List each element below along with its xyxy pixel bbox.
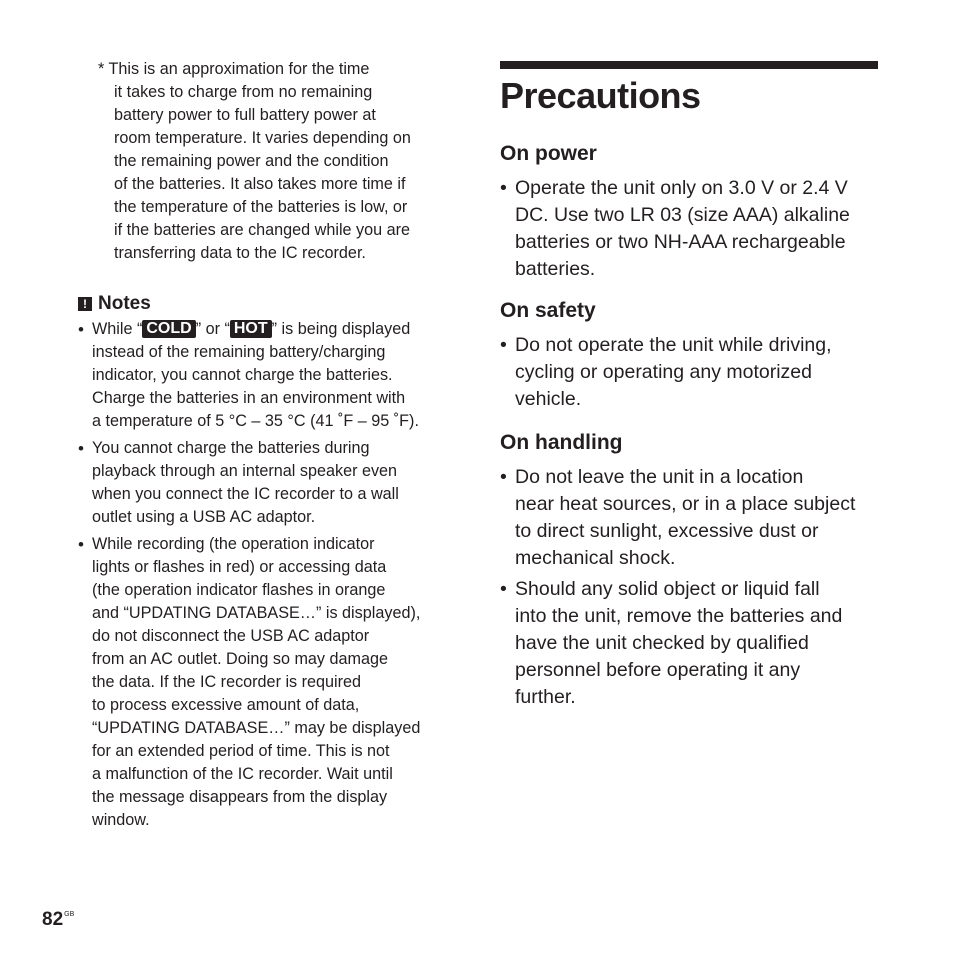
item-line: vehicle.: [515, 388, 582, 410]
note-line: [92, 318, 456, 341]
safety-list: [500, 332, 878, 413]
note-line: Charge the batteries in an environment with: [92, 389, 406, 407]
note-line: the message disappears from the display: [92, 788, 388, 806]
note-text: While “: [92, 320, 143, 338]
page-number-value: 82: [42, 909, 64, 930]
note-text: ” or “: [195, 320, 230, 338]
note-line: (the operation indicator flashes in orange: [92, 581, 386, 599]
footnote-line: the remaining power and the condition: [114, 152, 389, 170]
power-list: [500, 175, 878, 283]
note-line: playback through an internal speaker even: [92, 462, 398, 480]
note-line: and “UPDATING DATABASE…” is displayed),: [92, 604, 421, 622]
note-line: for an extended period of time. This is not: [92, 742, 390, 760]
section-heading-handling: On handling: [500, 431, 623, 454]
footnote-line: * This is an approximation for the time: [98, 60, 370, 78]
item-line: personnel before operating it any: [515, 659, 801, 681]
footnote-line: it takes to charge from no remaining: [114, 83, 373, 101]
item-line: mechanical shock.: [515, 547, 676, 569]
note-line: from an AC outlet. Doing so may damage: [92, 650, 389, 668]
item-line: • Do not leave the unit in a location: [515, 466, 804, 488]
item-line: • Should any solid object or liquid fall: [515, 578, 820, 600]
item-line: near heat sources, or in a place subject: [515, 493, 856, 515]
charge-time-footnote: [78, 58, 456, 265]
item-line: batteries or two NH-AAA rechargeable: [515, 231, 846, 253]
note-item-playback: [78, 437, 456, 529]
notes-heading-label: Notes: [98, 293, 151, 314]
note-line: to process excessive amount of data,: [92, 696, 360, 714]
note-line: indicator, you cannot charge the batteries.: [92, 366, 393, 384]
section-heading-power: On power: [500, 142, 597, 165]
section-on-power: [500, 141, 878, 283]
page-number: [42, 909, 74, 931]
footnote-line: if the batteries are changed while you are: [114, 221, 411, 239]
item-line: DC. Use two LR 03 (size AAA) alkaline: [515, 204, 850, 226]
left-column: [78, 58, 456, 836]
section-heading-safety: On safety: [500, 299, 596, 322]
note-line: do not disconnect the USB AC adaptor: [92, 627, 370, 645]
note-line: • You cannot charge the batteries during: [92, 439, 370, 457]
item-line: cycling or operating any motorized: [515, 361, 812, 383]
note-item-cold-hot: [78, 318, 456, 433]
section-on-handling: [500, 430, 878, 711]
page-region-suffix: GB: [64, 911, 75, 918]
exclamation-icon: !: [78, 297, 92, 311]
item-line: further.: [515, 686, 576, 708]
section-on-safety: [500, 298, 878, 413]
item-line: into the unit, remove the batteries and: [515, 605, 843, 627]
item-line: • Operate the unit only on 3.0 V or 2.4 V: [515, 177, 848, 199]
footnote-line: transferring data to the IC recorder.: [114, 244, 366, 262]
footnote-line: the temperature of the batteries is low, or: [114, 198, 408, 216]
item-line: • Do not operate the unit while driving,: [515, 334, 832, 356]
page-title: Precautions: [500, 75, 701, 116]
item-line: batteries.: [515, 258, 596, 280]
note-line: • While recording (the operation indicator: [92, 535, 375, 553]
note-text: ” is being displayed: [271, 320, 411, 338]
note-line: “UPDATING DATABASE…” may be displayed: [92, 719, 421, 737]
item-line: have the unit checked by qualified: [515, 632, 809, 654]
right-column: [500, 61, 878, 715]
title-rule: [500, 61, 878, 69]
footnote-line: battery power to full battery power at: [114, 106, 376, 124]
cold-indicator-badge: COLD: [142, 320, 195, 338]
note-line: outlet using a USB AC adaptor.: [92, 508, 316, 526]
note-line: a temperature of 5 °C – 35 °C (41 ˚F – 95 ˚F).: [92, 412, 419, 430]
handling-list: [500, 464, 878, 711]
hot-indicator-badge: HOT: [230, 320, 272, 338]
footnote-line: of the batteries. It also takes more time if: [114, 175, 406, 193]
list-item: [500, 576, 878, 711]
note-line: a malfunction of the IC recorder. Wait until: [92, 765, 393, 783]
note-line: window.: [92, 811, 150, 829]
list-item: [500, 175, 878, 283]
note-line: instead of the remaining battery/charging: [92, 343, 386, 361]
note-item-recording: [78, 533, 456, 832]
notes-list: [78, 318, 456, 832]
note-line: the data. If the IC recorder is required: [92, 673, 362, 691]
notes-heading: [78, 292, 456, 316]
footnote-line: room temperature. It varies depending on: [114, 129, 411, 147]
note-line: lights or flashes in red) or accessing data: [92, 558, 387, 576]
list-item: [500, 464, 878, 572]
list-item: [500, 332, 878, 413]
note-line: when you connect the IC recorder to a wall: [92, 485, 399, 503]
item-line: to direct sunlight, excessive dust or: [515, 520, 819, 542]
